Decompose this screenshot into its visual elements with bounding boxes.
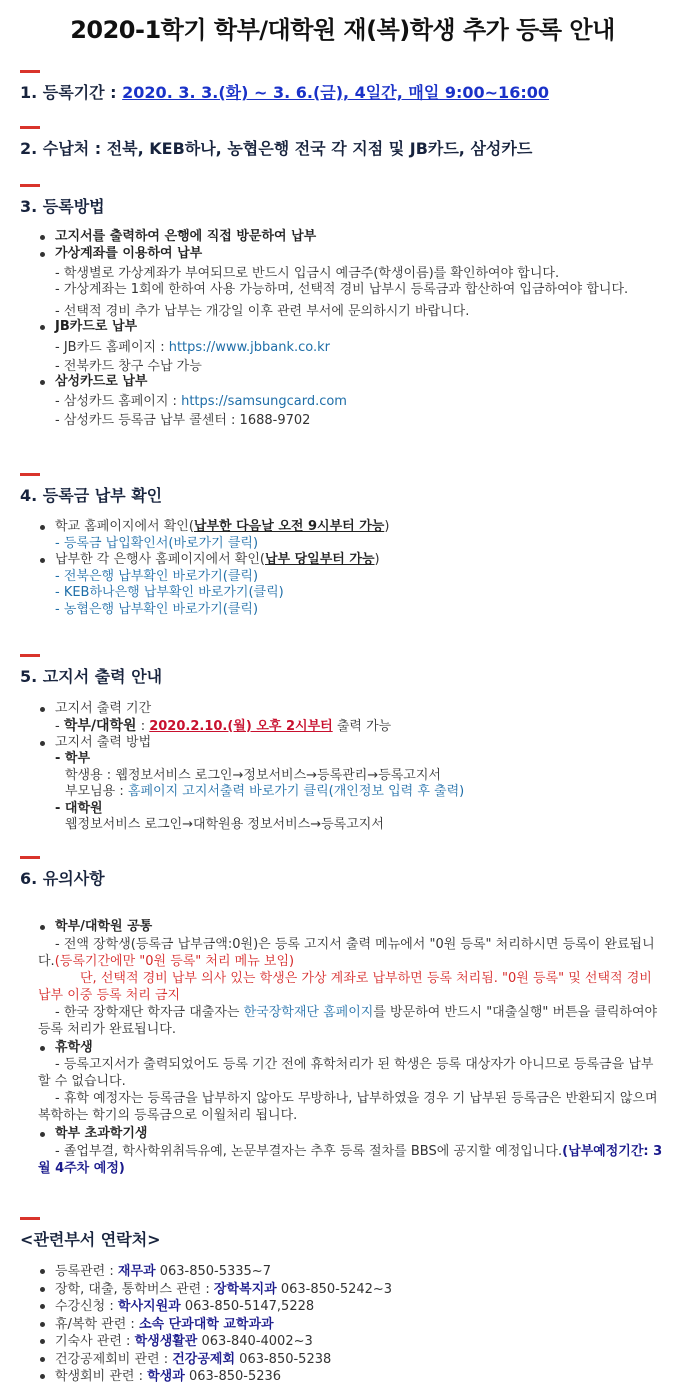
list-item-text: 학교 홈페이지에서 확인(	[55, 519, 194, 534]
parent-label: 부모님용 :	[65, 784, 128, 799]
section-marker	[20, 1217, 40, 1220]
contact-item	[38, 1333, 392, 1351]
page-title: 2020-1학기 학부/대학원 재(복)학생 추가 등록 안내	[70, 16, 615, 44]
contact-dept: 장학복지과	[213, 1281, 277, 1297]
contact-dept: 학사지원과	[117, 1299, 181, 1314]
contact-phone: 063-850-5242~3	[276, 1281, 393, 1297]
note-paragraph: - 휴학 예정자는 등록금을 납부하지 않아도 무방하나, 납부하였을 경우 기 납부된 등록금은 반환되지 않으며 복학하는 학기의 등록금으로 이월처리 됩니다.	[38, 1091, 658, 1123]
availability-note: 납부한 다음날 오전 9시부터 가능	[193, 519, 385, 534]
list-item: 고지서 출력 기간	[38, 701, 464, 718]
section-registration-method	[20, 184, 105, 217]
list-item: 고지서 출력 방법	[38, 735, 464, 752]
section-title: 2. 수납처 : 전북, KEB하나, 농협은행 전국 각 지점 및 JB카드, 삼성카드	[20, 139, 533, 158]
contact-item	[38, 1368, 392, 1386]
parent-print-line	[38, 784, 464, 801]
list-item	[38, 552, 389, 569]
notes-list	[38, 919, 663, 1177]
note-line: - 가상계좌는 1회에 한하여 사용 가능하며, 선택적 경비 납부시 등록금과 합산하여 입금하여야 합니다.	[55, 282, 629, 297]
contact-phone: 063-850-5147,5228	[180, 1299, 315, 1314]
samsung-homepage-label: - 삼성카드 홈페이지 :	[55, 394, 182, 409]
list-item: JB카드로 납부	[38, 319, 653, 336]
registration-period-link[interactable]: 2020. 3. 3.(화) ~ 3. 6.(금), 4일간, 매일 9:00~16:00	[122, 83, 549, 102]
contact-topic: 기숙사 관련 :	[55, 1334, 135, 1349]
list-item: 고지서를 출력하여 은행에 직접 방문하여 납부	[38, 229, 653, 246]
note-text: - 한국 장학재단 학자금 대출자는	[55, 1004, 244, 1020]
grad-heading: - 대학원	[55, 800, 103, 816]
list-item-text: 납부한 각 은행사 홈페이지에서 확인(	[55, 552, 265, 567]
list-item-text: )	[384, 519, 390, 534]
parent-print-link[interactable]: 홈페이지 고지서출력 바로가기 클릭(개인정보 입력 후 출력)	[127, 784, 465, 799]
note-warning-paragraph: 단, 선택적 경비 납부 의사 있는 학생은 가상 계좌로 납부하면 등록 처리됨. "0원 등록" 및 선택적 경비 납부 이중 등록 처리 금지	[38, 970, 652, 1003]
list-item: 학부/대학원 공통	[38, 919, 663, 936]
dash: -	[55, 718, 64, 734]
section-title: 4. 등록금 납부 확인	[20, 486, 163, 505]
note-line: - 삼성카드 등록금 납부 콜센터 : 1688-9702	[55, 413, 311, 428]
section-title	[20, 80, 549, 103]
payment-certificate-link[interactable]: - 등록금 납입확인서(바로가기 클릭)	[55, 535, 259, 551]
contacts-list	[38, 1263, 392, 1386]
note-line	[38, 390, 653, 409]
payment-check-list	[38, 519, 389, 618]
contact-dept: 학생과	[147, 1369, 185, 1384]
contact-topic: 학생회비 관련 :	[55, 1369, 148, 1384]
jeonbuk-bank-link[interactable]: - 전북은행 납부확인 바로가기(클릭)	[55, 568, 259, 584]
colon: :	[136, 718, 150, 734]
contact-topic: 장학, 대출, 통학버스 관련 :	[55, 1281, 214, 1297]
contact-item	[38, 1298, 392, 1316]
contact-dept: 소속 단과대학 교학과과	[138, 1316, 274, 1332]
contact-phone: 063-850-5238	[235, 1351, 332, 1367]
list-item: 삼성카드로 납부	[38, 374, 653, 391]
keb-hana-bank-link[interactable]: - KEB하나은행 납부확인 바로가기(클릭)	[55, 585, 284, 600]
section-marker	[20, 473, 40, 476]
note-line: - 학생별로 가상계좌가 부여되므로 반드시 입금시 예금주(학생이름)를 확인하여야 합니다.	[55, 266, 560, 281]
section-registration-period	[20, 70, 549, 103]
contact-topic: 건강공제회비 관련 :	[55, 1351, 173, 1367]
section-title: 3. 등록방법	[20, 197, 105, 216]
kosaf-homepage-link[interactable]: 한국장학재단 홈페이지	[243, 1004, 374, 1020]
section-payment-check	[20, 473, 162, 506]
nh-bank-link[interactable]: - 농협은행 납부확인 바로가기(클릭)	[55, 601, 259, 617]
contact-item	[38, 1263, 392, 1281]
list-item: 학부 초과학기생	[38, 1126, 663, 1143]
note-line: - 선택적 경비 추가 납부는 개강일 이후 관련 부서에 문의하시기 바랍니다.	[55, 304, 470, 319]
note-line: - 전북카드 창구 수납 가능	[55, 358, 202, 374]
list-item	[38, 519, 389, 536]
section-marker	[20, 856, 40, 859]
section-marker	[20, 126, 40, 129]
print-start-date: 2020.2.10.(월) 오후 2시부터	[149, 718, 333, 734]
section-marker	[20, 70, 40, 73]
contact-topic: 등록관련 :	[55, 1264, 118, 1279]
contact-topic: 수강신청 :	[55, 1299, 118, 1314]
note-paragraph	[38, 936, 663, 970]
note-paragraph: - 등록고지서가 출력되었어도 등록 기간 전에 휴학처리가 된 학생은 등록 대상자가 아니므로 등록금을 납부할 수 없습니다.	[38, 1057, 654, 1089]
print-period-line	[38, 718, 464, 735]
payment-schedule: (납부예정기간: 3월 4주차 예정)	[38, 1143, 663, 1176]
note-paragraph	[38, 1004, 663, 1038]
section-bill-print	[20, 654, 162, 687]
contact-topic: 휴/복학 관련 :	[55, 1316, 139, 1332]
note-text: - 전액 장학생(등록금 납부금액:0원)은 등록 고지서 출력 메뉴에서 "0원 등록" 처리하시면 등록이 완료됩니다.	[38, 936, 655, 969]
contact-item	[38, 1316, 392, 1334]
contact-phone: 063-850-5236	[184, 1369, 282, 1384]
target-label: 학부/대학원	[63, 717, 137, 734]
section-marker	[20, 654, 40, 657]
list-item: 휴학생	[38, 1040, 663, 1057]
contact-item	[38, 1351, 392, 1369]
contact-item	[38, 1281, 392, 1299]
samsung-homepage-link[interactable]: https://samsungcard.com	[181, 394, 347, 409]
note-line	[38, 336, 653, 355]
contact-phone: 063-840-4002~3	[197, 1334, 313, 1349]
contact-dept: 학생생활관	[134, 1334, 198, 1349]
section-title: <관련부서 연락처>	[20, 1230, 161, 1249]
section-title: 6. 유의사항	[20, 869, 105, 888]
list-item-text: )	[374, 552, 380, 567]
note-paragraph	[38, 1143, 663, 1177]
jb-homepage-link[interactable]: https://www.jbbank.co.kr	[168, 339, 330, 355]
list-item: 가상계좌를 이용하여 납부	[38, 246, 653, 263]
section-title: 5. 고지서 출력 안내	[20, 667, 163, 686]
section-marker	[20, 184, 40, 187]
section-label: 1. 등록기간 :	[20, 83, 123, 102]
registration-method-list	[38, 229, 653, 428]
section-notes	[20, 856, 105, 889]
note-warning: (등록기간에만 "0원 등록" 처리 메뉴 보임)	[54, 953, 295, 969]
availability-note: 납부 당일부터 가능	[264, 552, 375, 567]
contact-dept: 건강공제회	[172, 1351, 236, 1367]
section-payment-place	[20, 126, 532, 159]
print-suffix: 출력 가능	[332, 718, 392, 734]
grad-print-path: 웹정보서비스 로그인→대학원용 정보서비스→등록고지서	[65, 817, 384, 832]
contact-dept: 재무과	[117, 1264, 156, 1279]
student-print-path: 학생용 : 웹정보서비스 로그인→정보서비스→등록관리→등록고지서	[65, 767, 441, 783]
note-text: 를 방문하여 반드시 "대출실행" 버튼을 클릭하여야 등록 처리가 완료됩니다.	[38, 1004, 658, 1037]
bill-print-list	[38, 701, 464, 834]
undergrad-heading: - 학부	[55, 751, 91, 766]
contact-phone: 063-850-5335~7	[155, 1264, 271, 1279]
note-text: - 졸업부결, 학사학위취득유예, 논문부결자는 추후 등록 절차를 BBS에 공지할 예정입니다.	[55, 1143, 563, 1159]
jb-homepage-label: - JB카드 홈페이지 :	[55, 339, 169, 355]
section-contacts	[20, 1217, 161, 1250]
